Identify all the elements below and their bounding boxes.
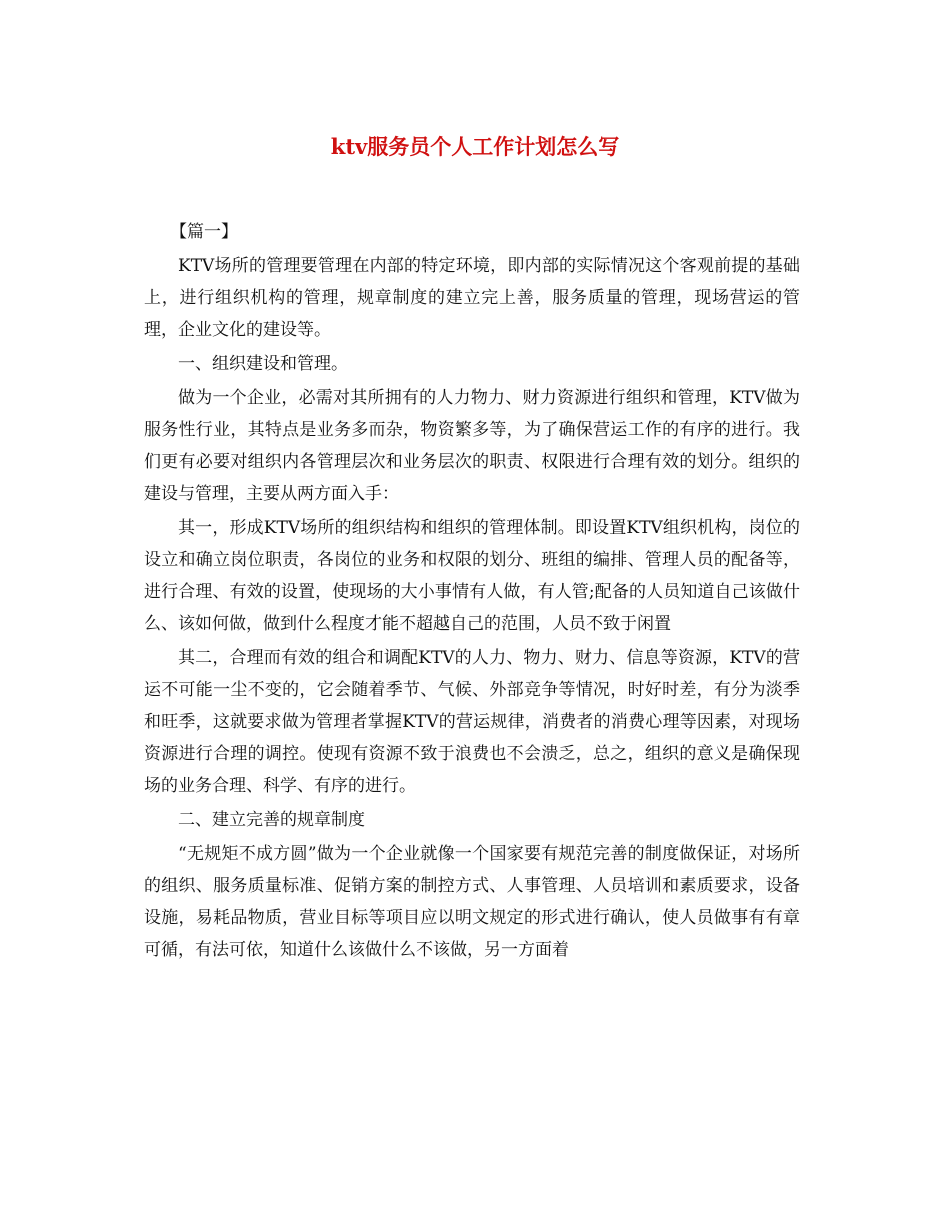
heading-organization: 一、组织建设和管理。: [178, 354, 348, 374]
paragraph-first-point: 其一，形成KTV场所的组织结构和组织的管理体制。即设置KTV组织机构，岗位的设立和确立岗位职责，各岗位的业务和权限的划分、班组的编排、管理人员的配备等，进行合理、有效的设置，使现场的大小事情有人做，有人管;配备的人员知道自己该做什么、该如何做，做到什么程度才能不超越自己的范围，人员不致于闲置: [144, 518, 800, 634]
heading-rules: 二、建立完善的规章制度: [178, 810, 365, 830]
section-label-part-one: 【篇一】: [170, 222, 238, 242]
paragraph-organization: 做为一个企业，必需对其所拥有的人力物力、财力资源进行组织和管理，KTV做为服务性行业，其特点是业务多而杂，物资繁多等，为了确保营运工作的有序的进行。我们更有必要对组织内各管理层次和业务层次的职责、权限进行合理有效的划分。组织的建设与管理，主要从两方面入手：: [144, 388, 800, 504]
paragraph-rules: “无规矩不成方圆”做为一个企业就像一个国家要有规范完善的制度做保证，对场所的组织、服务质量标准、促销方案的制控方式、人事管理、人员培训和素质要求，设备设施，易耗品物质，营业目标等项目应以明文规定的形式进行确认，使人员做事有有章可循，有法可依，知道什么该做什么不该做，另一方面着: [144, 844, 800, 960]
paragraph-second-point: 其二，合理而有效的组合和调配KTV的人力、物力、财力、信息等资源，KTV的营运不可能一尘不变的，它会随着季节、气候、外部竞争等情况，时好时差，有分为淡季和旺季，这就要求做为管理者掌握KTV的营运规律，消费者的消费心理等因素，对现场资源进行合理的调控。使现有资源不致于浪费也不会溃乏，总之，组织的意义是确保现场的业务合理、科学、有序的进行。: [144, 648, 800, 796]
document-title: ktv服务员个人工作计划怎么写: [330, 134, 620, 159]
document-body: [144, 216, 800, 968]
paragraph-intro: KTV场所的管理要管理在内部的特定环境，即内部的实际情况这个客观前提的基础上，进行组织机构的管理，规章制度的建立完上善，服务质量的管理，现场营运的管理，企业文化的建设等。: [144, 256, 800, 340]
